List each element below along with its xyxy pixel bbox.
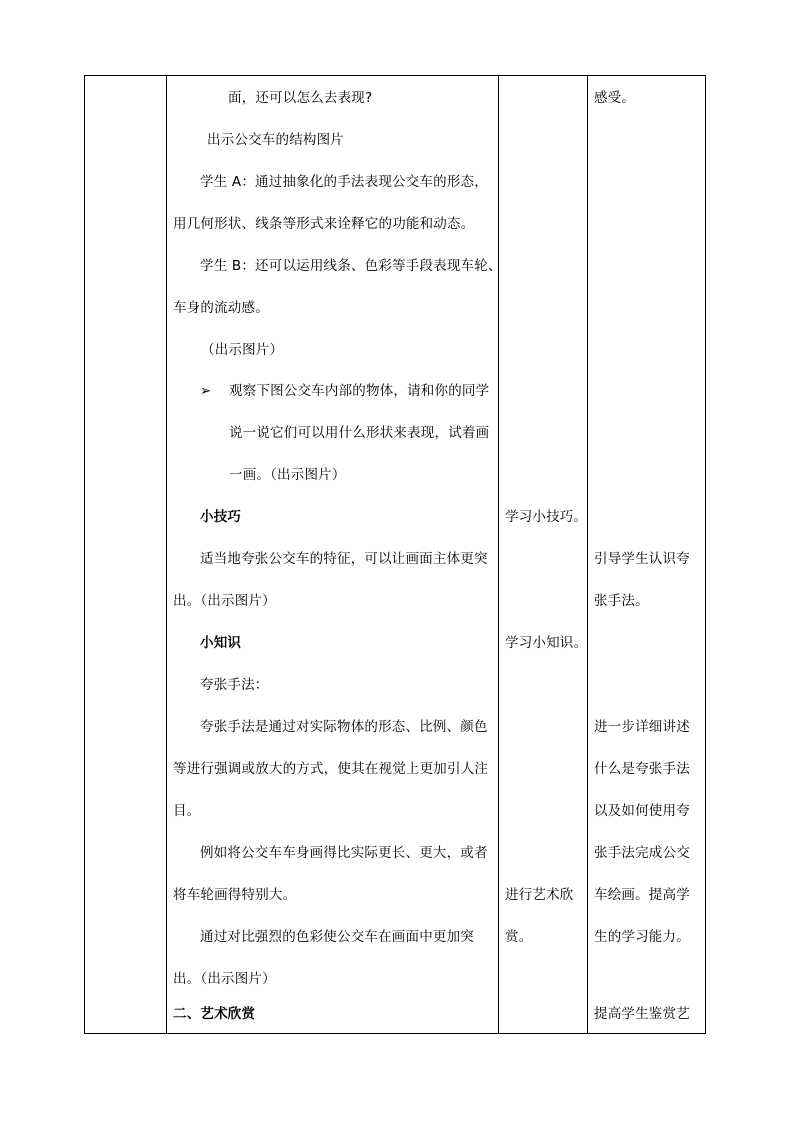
- process-line: 学生 B：还可以运用线条、色彩等手段表现车轮、: [200, 258, 502, 274]
- process-line: 夸张手法：: [200, 677, 269, 693]
- bullet-arrow-icon: ➢: [200, 383, 212, 399]
- student-line: 学习小技巧。: [505, 509, 588, 525]
- process-line: 车身的流动感。: [173, 300, 269, 316]
- process-line: 一画。（出示图片）: [229, 467, 346, 483]
- column-divider: [498, 76, 499, 1033]
- process-line: 等进行强调或放大的方式，使其在视觉上更加引人注: [173, 761, 489, 777]
- student-line: 进行艺术欣: [505, 887, 574, 903]
- intent-line: 车绘画。提高学: [594, 887, 690, 903]
- process-line: 出。（出示图片）: [173, 593, 276, 609]
- process-line: 出示公交车的结构图片: [207, 132, 344, 148]
- intent-line: 张手法。: [594, 593, 649, 609]
- process-line: 通过对比强烈的色彩使公交车在画面中更加突: [200, 929, 474, 945]
- process-line: （出示图片）: [201, 342, 284, 358]
- intent-line: 张手法完成公交: [594, 845, 690, 861]
- intent-line: 进一步详细讲述: [594, 719, 690, 735]
- intent-line: 感受。: [594, 90, 636, 106]
- student-line: 赏。: [505, 929, 533, 945]
- intent-line: 生的学习能力。: [594, 929, 690, 945]
- process-line: 说一说它们可以用什么形状来表现，试着画: [229, 425, 490, 441]
- process-line: 用几何形状、线条等形式来诠释它的功能和动态。: [173, 216, 475, 232]
- student-line: 学习小知识。: [505, 635, 588, 651]
- section-heading: 小知识: [200, 635, 242, 651]
- intent-line: 提高学生鉴赏艺: [594, 1006, 690, 1022]
- process-line: 观察下图公交车内部的物体，请和你的同学: [229, 383, 490, 399]
- section-heading: 小技巧: [200, 509, 242, 525]
- process-line: 出。（出示图片）: [173, 971, 276, 987]
- column-divider: [166, 76, 167, 1033]
- intent-line: 引导学生认识夸: [594, 551, 690, 567]
- process-line: 面，还可以怎么去表现?: [228, 90, 373, 106]
- intent-line: 以及如何使用夸: [594, 803, 690, 819]
- section-heading: 二、艺术欣赏: [173, 1006, 256, 1022]
- process-line: 目。: [173, 803, 201, 819]
- process-line: 适当地夸张公交车的特征，可以让画面主体更突: [200, 551, 488, 567]
- intent-line: 什么是夸张手法: [594, 761, 690, 777]
- process-line: 学生 A：通过抽象化的手法表现公交车的形态，: [200, 174, 488, 190]
- process-line: 将车轮画得特别大。: [173, 887, 297, 903]
- process-line: 夸张手法是通过对实际物体的形态、比例、颜色: [200, 719, 488, 735]
- column-divider: [587, 76, 588, 1033]
- process-line: 例如将公交车车身画得比实际更长、更大，或者: [200, 845, 488, 861]
